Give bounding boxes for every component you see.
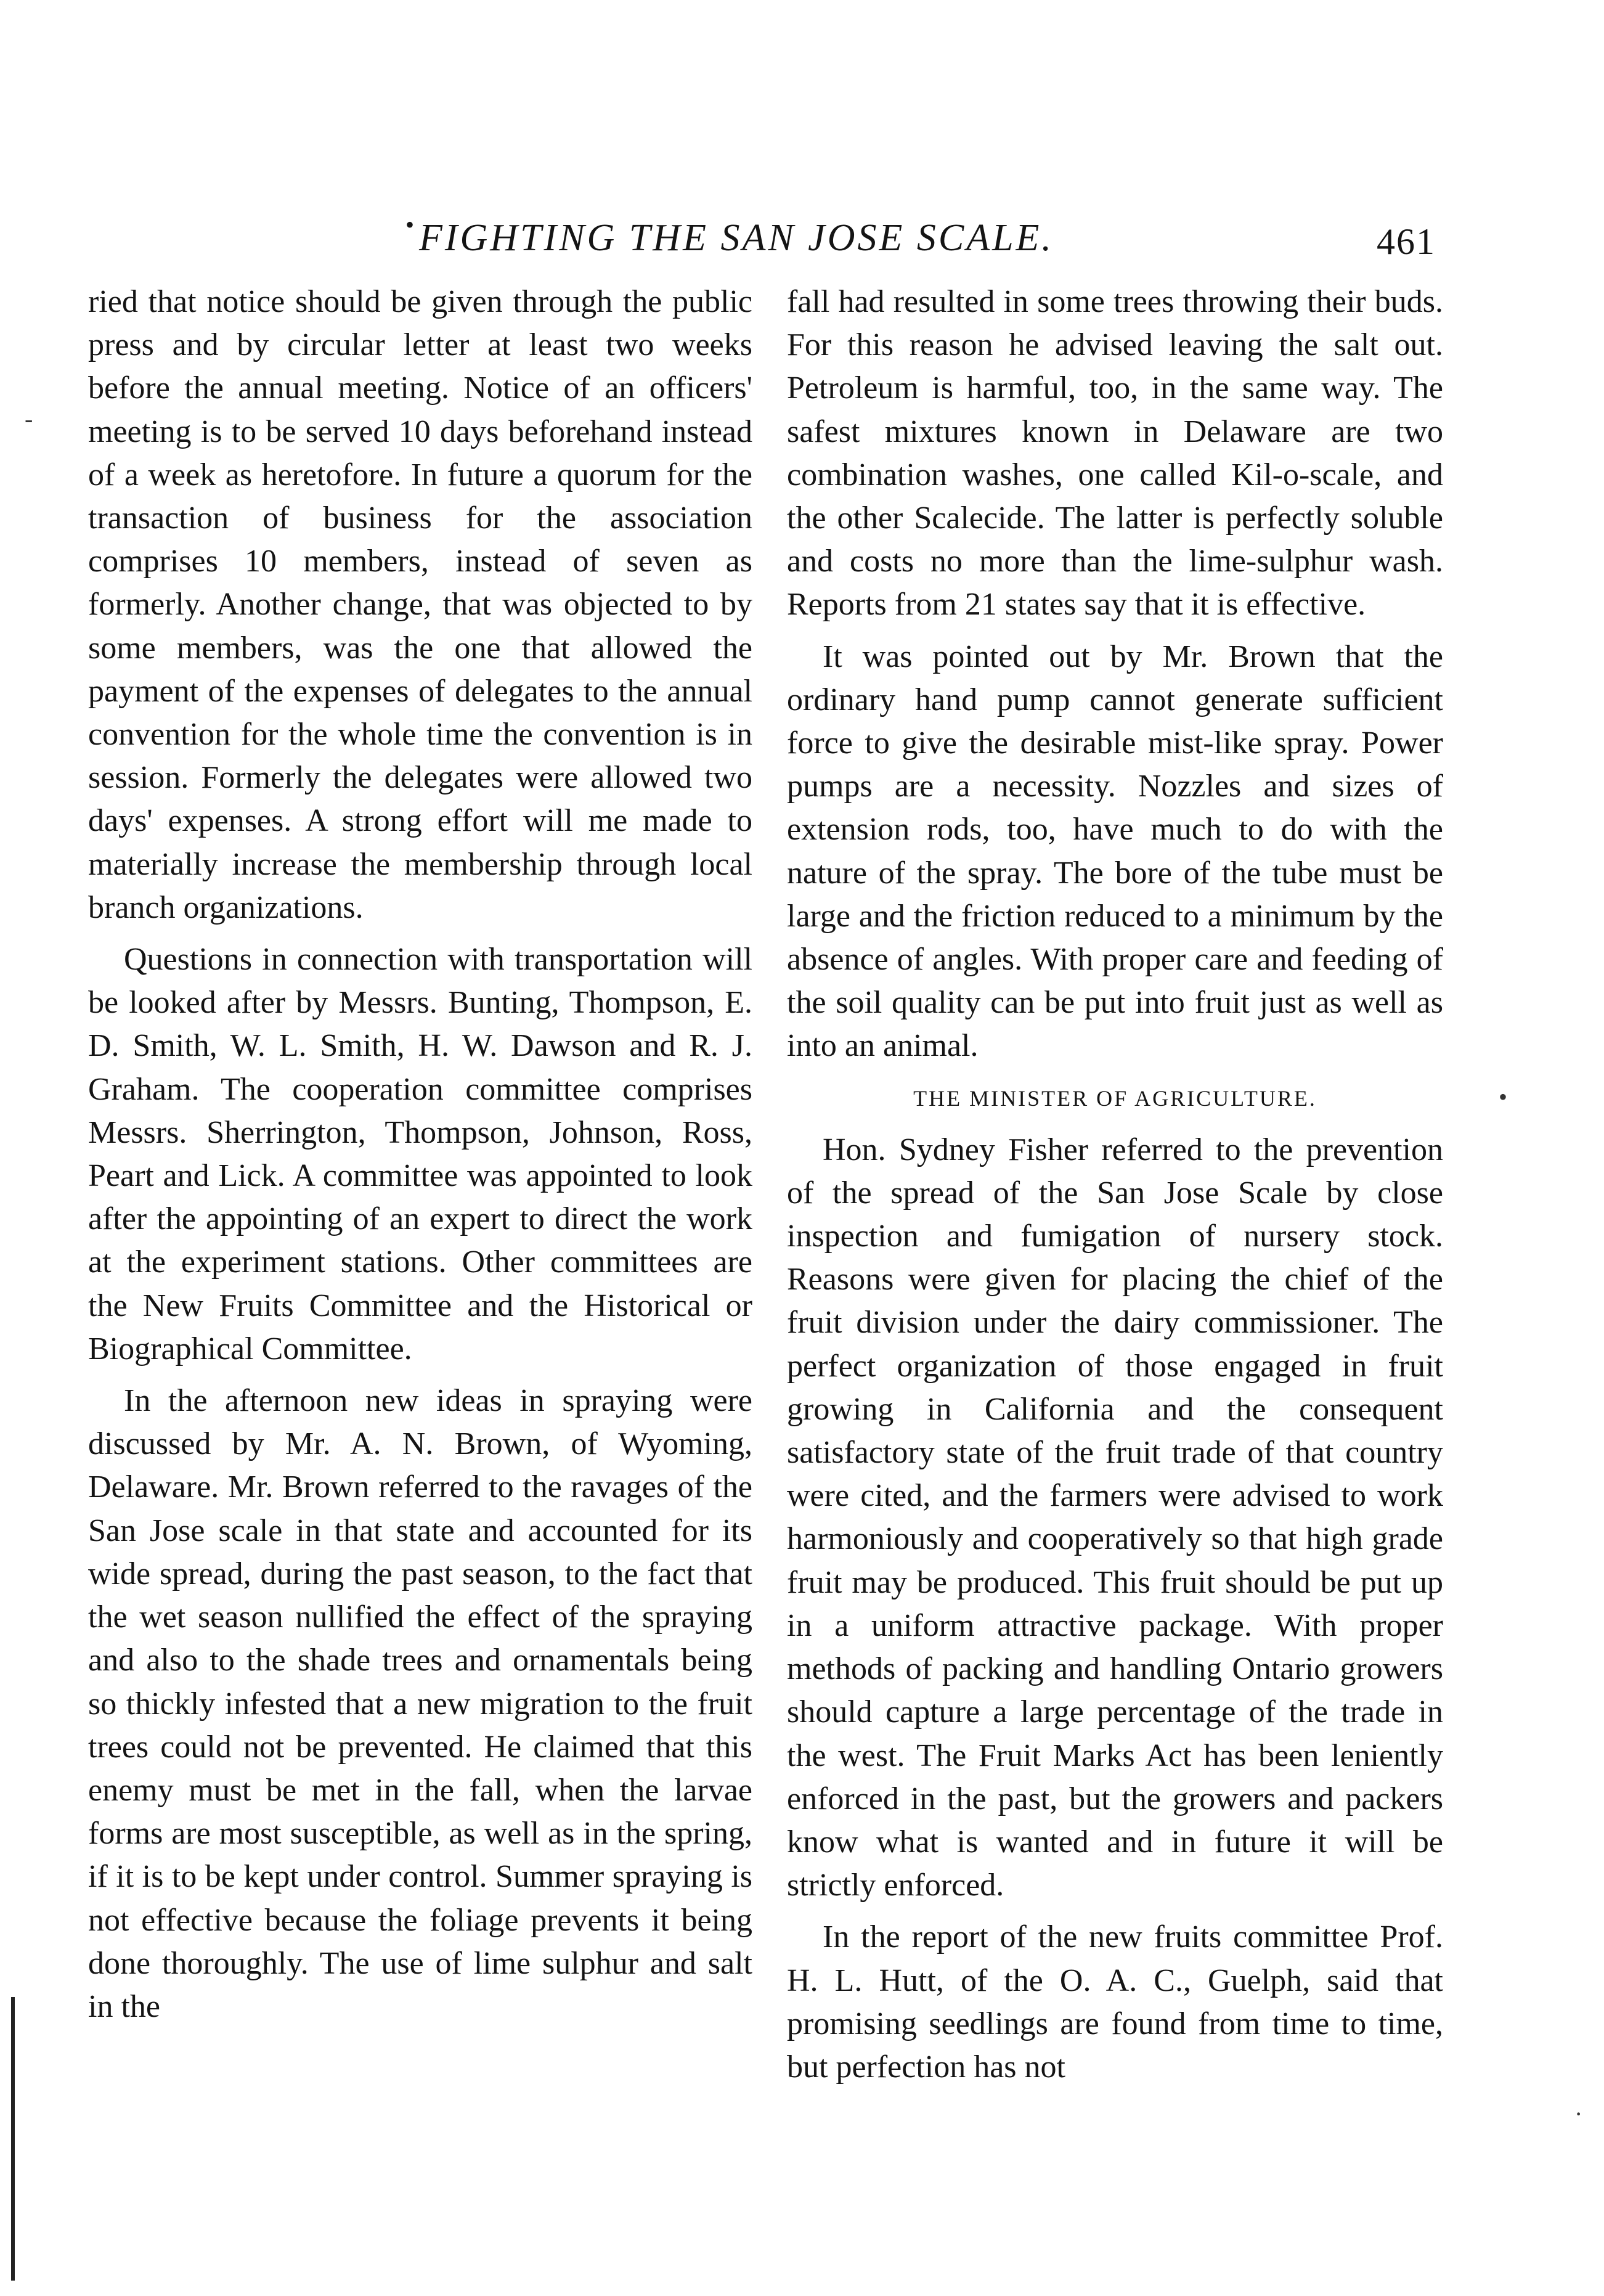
paragraph-continued: ried that notice should be given through the public press and by circular letter at least two weeks before the annual meeting. Notice of an officers' meeting is to be served 10 days beforehand instead of a week as heretofore. In future a quorum for the transaction of business for the association comprises 10 members, instead of seven as formerly. Another change, that was objected to by some members, was the one that allowed the payment of the expenses of delegates to the annual convention for the whole time the convention is in session. Formerly the delegates were allowed two days' expenses. A strong effort will me made to materially increase the membership through local branch organizations. [88,284,752,925]
right-column [787,280,1443,2089]
page-number: 461 [1377,221,1436,262]
running-head [173,213,1436,262]
ink-speck: • [1499,1083,1508,1111]
left-column [88,280,752,2028]
paragraph-new-fruits: In the report of the new fruits committee Prof. H. L. Hutt, of the O. A. C., Guelph, said that promising seedlings are found from time to time, but perfection has not [787,1919,1443,2085]
paragraph-pumps: It was pointed out by Mr. Brown that the ordinary hand pump cannot generate sufficient force to give the desirable mist-like spray. Power pumps are a necessity. Nozzles and sizes of extension rods, too, have much to do with the nature of the spray. The bore of the tube must be large and the friction reduced to a minimum by the absence of angles. With proper care and feeding of the soil quality can be put into fruit just as well as into an animal. [787,639,1443,1064]
running-title: FIGHTING THE SAN JOSE SCALE. [419,217,1054,259]
paragraph-transportation: Questions in connection with transportation will be looked after by Messrs. Bunting, Thompson, E. D. Smith, W. L. Smith, H. W. Dawson and R. J. Graham. The cooperation committee comprises Messrs. Sherrington, Thompson, Johnson, Ross, Peart and Lick. A committee was appointed to look after the appointing of an expert to direct the work at the experiment stations. Other committees are the New Fruits Committee and the Historical or Biographical Committee. [88,942,752,1367]
section-heading: THE MINISTER OF AGRICULTURE. [913,1085,1317,1111]
paragraph-minister: Hon. Sydney Fisher referred to the prevention of the spread of the San Jose Scale by close inspection and fumigation of nursery stock. Reasons were given for placing the chief of the fruit division under the dairy commissioner. The perfect organization of those engaged in fruit growing in California and the consequent satisfactory state of the fruit trade of that country were cited, and the farmers were advised to work harmoniously and cooperatively so that high grade fruit may be produced. This fruit should be put up in a uniform attractive package. With proper methods of packing and handling Ontario growers should capture a large percentage of the trade in the west. The Fruit Marks Act has been leniently enforced in the past, but the growers and packers know what is wanted and in future it will be strictly enforced. [787,1132,1443,1903]
paragraph-spraying: In the afternoon new ideas in spraying were discussed by Mr. A. N. Brown, of Wyoming, Delaware. Mr. Brown referred to the ravages of the San Jose scale in that state and accounted for its wide spread, during the past season, to the fact that the wet season nullified the effect of the spraying and also to the shade trees and ornamentals being so thickly infested that a new migration to the fruit trees could not be prevented. He claimed that this enemy must be met in the fall, when the larvae forms are most susceptible, as well as in the spring, if it is to be kept under control. Summer spraying is not effective because the foliage prevents it being done thoroughly. The use of lime sulphur and salt in the [88,1383,752,2024]
ink-speck: · [1574,2100,1583,2128]
paragraph-mixtures: fall had resulted in some trees throwing their buds. For this reason he advised leaving the salt out. Petroleum is harmful, too, in the same way. The safest mixtures known in Delaware are two combination washes, one called Kil-o-scale, and the other Scalecide. The latter is perfectly soluble and costs no more than the lime-sulphur wash. Reports from 21 states say that it is effective. [787,284,1443,623]
scan-edge-mark [11,1997,15,2281]
ink-speck: - [25,405,33,433]
ink-speck: • [405,211,415,239]
